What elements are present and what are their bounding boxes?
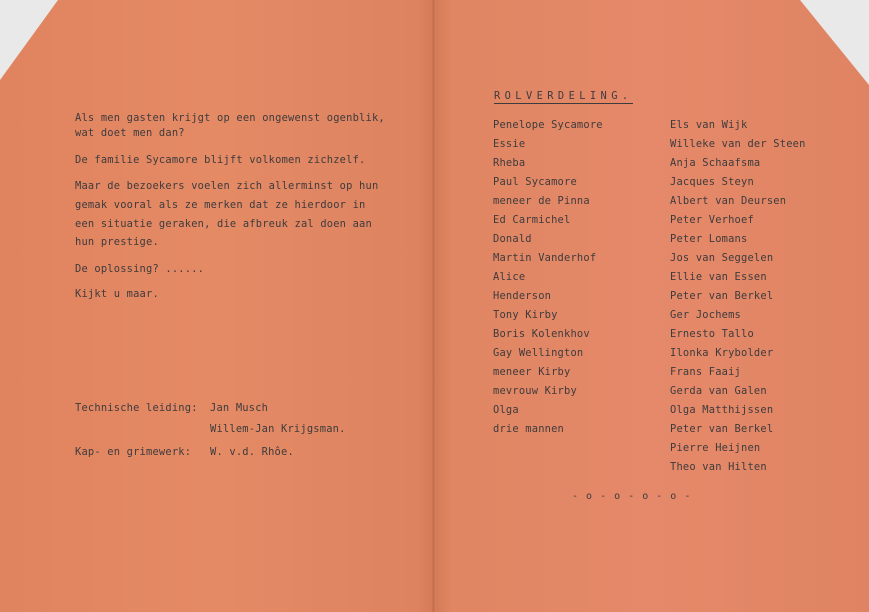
role-item: meneer de Pinna — [493, 195, 590, 207]
role-item: Martin Vanderhof — [493, 252, 597, 264]
intro-line-8: De oplossing? ...... — [75, 263, 205, 275]
intro-line-6: een situatie geraken, die afbreuk zal doen aan — [75, 218, 372, 230]
role-item: Essie — [493, 138, 526, 150]
actor-item: Ellie van Essen — [670, 271, 767, 283]
actor-item: Ger Jochems — [670, 309, 742, 321]
role-item: Boris Kolenkhov — [493, 328, 590, 340]
actor-item: Frans Faaij — [670, 366, 742, 378]
role-item: Paul Sycamore — [493, 176, 577, 188]
actor-item: Els van Wijk — [670, 119, 748, 131]
actor-item: Jacques Steyn — [670, 176, 754, 188]
cast-title: ROLVERDELING. — [494, 90, 633, 102]
center-fold — [432, 0, 436, 612]
technical-name-1: Jan Musch — [210, 402, 269, 414]
intro-line-7: hun prestige. — [75, 236, 159, 248]
intro-line-5: gemak vooral als ze merken dat ze hierdoor in — [75, 199, 366, 211]
actor-item: Olga Matthijssen — [670, 404, 774, 416]
actor-item: Gerda van Galen — [670, 385, 767, 397]
actor-item: Ilonka Krybolder — [670, 347, 774, 359]
actor-item: Peter Verhoef — [670, 214, 754, 226]
actor-item: Willeke van der Steen — [670, 138, 806, 150]
role-item: Gay Wellington — [493, 347, 584, 359]
intro-line-3: De familie Sycamore blijft volkomen zichzelf. — [75, 154, 366, 166]
role-item: Rheba — [493, 157, 526, 169]
actor-item: Ernesto Tallo — [670, 328, 754, 340]
actor-item: Peter van Berkel — [670, 423, 774, 435]
end-separator: - o - o - o - o - — [572, 491, 692, 502]
intro-line-2: wat doet men dan? — [75, 127, 185, 139]
intro-line-4: Maar de bezoekers voelen zich allerminst op hun — [75, 180, 379, 192]
makeup-label: Kap- en grimewerk: — [75, 446, 192, 458]
actor-item: Pierre Heijnen — [670, 442, 761, 454]
intro-line-9: Kijkt u maar. — [75, 288, 159, 300]
actor-item: Albert van Deursen — [670, 195, 787, 207]
intro-line-1: Als men gasten krijgt op een ongewenst ogenblik, — [75, 112, 385, 124]
role-item: Penelope Sycamore — [493, 119, 603, 131]
role-item: mevrouw Kirby — [493, 385, 577, 397]
technical-name-2: Willem-Jan Krijgsman. — [210, 423, 346, 435]
role-item: Tony Kirby — [493, 309, 558, 321]
actor-item: Jos van Seggelen — [670, 252, 774, 264]
actor-item: Peter Lomans — [670, 233, 748, 245]
roles-column — [493, 116, 603, 439]
makeup-name: W. v.d. Rhôe. — [210, 446, 294, 458]
role-item: Olga — [493, 404, 519, 416]
actor-item: Peter van Berkel — [670, 290, 774, 302]
role-item: Alice — [493, 271, 526, 283]
role-item: Donald — [493, 233, 532, 245]
role-item: Henderson — [493, 290, 552, 302]
actors-column — [670, 116, 806, 477]
role-item: Ed Carmichel — [493, 214, 571, 226]
actor-item: Theo van Hilten — [670, 461, 767, 473]
actor-item: Anja Schaafsma — [670, 157, 761, 169]
technical-label: Technische leiding: — [75, 402, 198, 414]
role-item: meneer Kirby — [493, 366, 571, 378]
role-item: drie mannen — [493, 423, 565, 435]
